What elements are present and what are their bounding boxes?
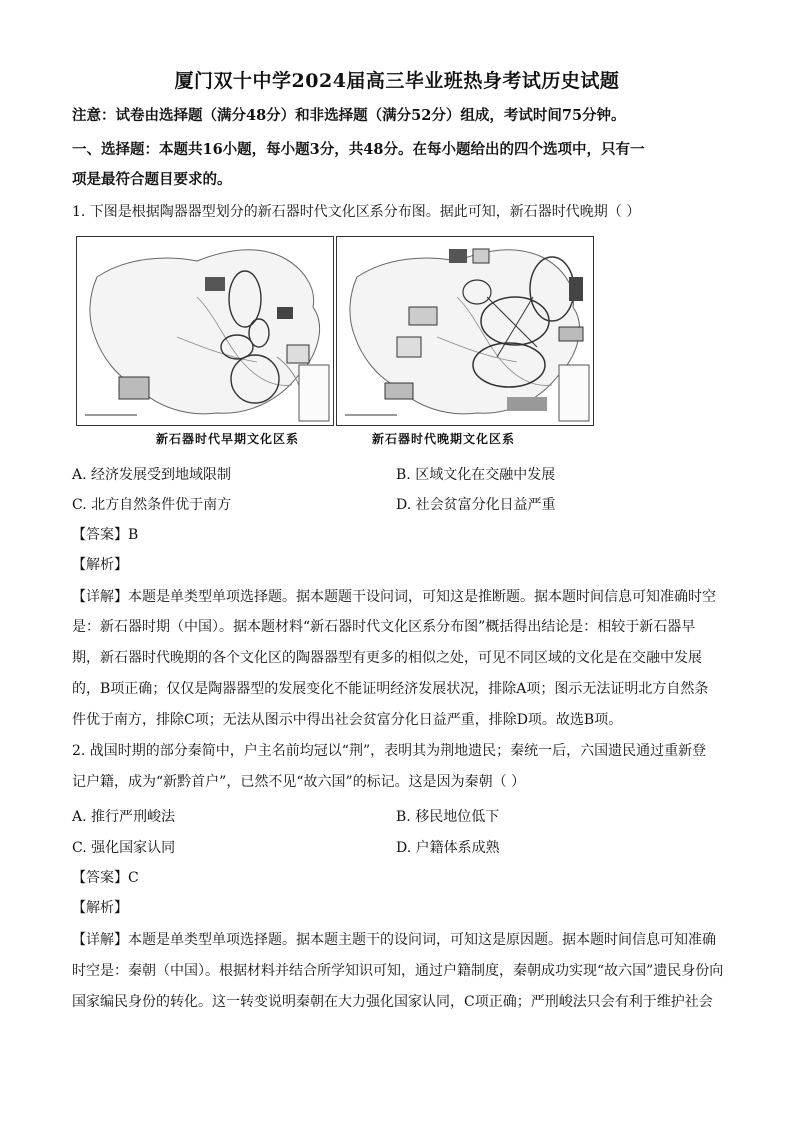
map-late-graphic — [337, 237, 593, 425]
q2-answer: 【答案】C — [72, 870, 139, 886]
page-title: 厦门双十中学2024届高三毕业班热身考试历史试题 — [174, 70, 620, 92]
q2-option-c: C. 强化国家认同 — [72, 840, 176, 856]
q2-analysis-label: 【解析】 — [72, 900, 128, 916]
map-late-caption: 新石器时代晚期文化区系 — [372, 432, 516, 446]
q1-analysis-label: 【解析】 — [72, 557, 128, 573]
q2-stem-line: 2. 战国时期的部分秦简中，户主名前均冠以“荆”，表明其为荆地遗民；秦统一后，六国遗民通过重新登 — [72, 743, 707, 759]
q2-detail-line: 【详解】本题是单类型单项选择题。据本题主题干的设问词，可知这是原因题。据本题时间信息可知准确 — [72, 932, 716, 948]
map-early-neolithic — [76, 236, 334, 426]
q2-stem-line: 记户籍，成为“新黔首户”，已然不见“故六国”的标记。这是因为秦朝（ ） — [72, 774, 526, 790]
q2-option-b: B. 移民地位低下 — [396, 809, 500, 825]
section-heading-line-2: 项是最符合题目要求的。 — [72, 171, 232, 188]
q1-option-d: D. 社会贫富分化日益严重 — [396, 497, 556, 513]
q1-detail-line: 期，新石器时代晚期的各个文化区的陶器器型有更多的相似之处，可见不同区域的文化是在交融中发展 — [72, 650, 702, 666]
q1-option-b: B. 区域文化在交融中发展 — [396, 467, 556, 483]
q1-option-c: C. 北方自然条件优于南方 — [72, 497, 232, 513]
q1-stem: 1. 下图是根据陶器器型划分的新石器时代文化区系分布图。据此可知，新石器时代晚期（ ） — [72, 204, 641, 220]
map-early-graphic — [77, 237, 333, 425]
q1-detail-line: 【详解】本题是单类型单项选择题。据本题题干设问词，可知这是推断题。据本题时间信息可知准确时空 — [72, 589, 716, 605]
q1-option-a: A. 经济发展受到地域限制 — [72, 467, 232, 483]
section-heading-line-1: 一、选择题：本题共16小题，每小题3分，共48分。在每小题给出的四个选项中，只有一 — [72, 141, 645, 158]
map-early-caption: 新石器时代早期文化区系 — [156, 432, 300, 446]
q2-detail-line: 时空是：秦朝（中国）。根据材料并结合所学知识可知，通过户籍制度，秦朝成功实现“故六国”遗民身份向 — [72, 963, 724, 979]
map-late-neolithic — [336, 236, 594, 426]
q1-detail-line: 是：新石器时期（中国）。据本题材料“新石器时代文化区系分布图”概括得出结论是：相较于新石器早 — [72, 619, 696, 635]
q1-answer: 【答案】B — [72, 527, 139, 543]
notice: 注意：试卷由选择题（满分48分）和非选择题（满分52分）组成，考试时间75分钟。 — [72, 107, 626, 124]
q2-option-d: D. 户籍体系成熟 — [396, 840, 500, 856]
culture-region-maps — [76, 236, 596, 426]
q2-option-a: A. 推行严刑峻法 — [72, 809, 176, 825]
q1-detail-line: 件优于南方，排除C项；无法从图示中得出社会贫富分化日益严重，排除D项。故选B项。 — [72, 712, 623, 728]
q1-detail-line: 的，B项正确；仅仅是陶器器型的发展变化不能证明经济发展状况，排除A项；图示无法证明北方自然条 — [72, 681, 709, 697]
q2-detail-line: 国家编民身份的转化。这一转变说明秦朝在大力强化国家认同，C项正确；严刑峻法只会有利于维护社会 — [72, 994, 713, 1010]
